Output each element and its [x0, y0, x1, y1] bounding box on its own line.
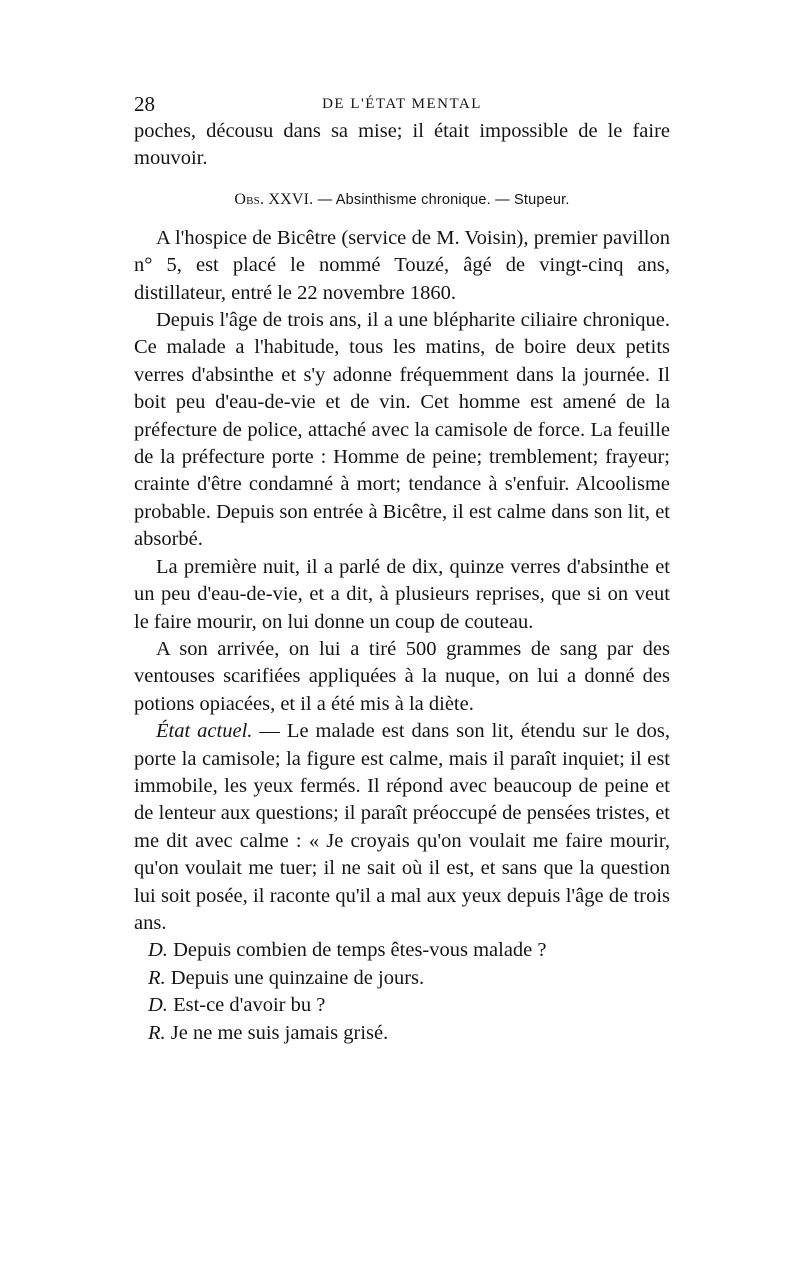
observation-heading — [134, 191, 670, 209]
dialogue-text: Je ne me suis jamais grisé. — [165, 1021, 389, 1044]
paragraph-5-text: — Le malade est dans son lit, étendu sur le dos, porte la camisole; la figure est calme, mais il paraît inquiet; il est immobile, les yeux fermés. Il répond avec beaucoup de peine et de lenteur aux questions; il paraît préoccupé de pensées tristes, et me dit avec calme : « Je croyais qu'on voulait me faire mourir, qu'on voulait me tuer; il ne sait où il est, et sans que la question lui soit posée, il raconte qu'il a mal aux yeux depuis l'âge de trois ans. — [134, 720, 670, 934]
dialogue-line — [134, 965, 670, 992]
observation-label: Obs. XXVI. — [234, 190, 314, 208]
dialogue-speaker: R. — [148, 966, 166, 989]
dialogue-line — [134, 937, 670, 964]
dialogue-line — [134, 992, 670, 1019]
paragraph-1: A l'hospice de Bicêtre (service de M. Voisin), premier pavillon n° 5, est placé le nommé Touzé, âgé de vingt-cinq ans, distillateur, entré le 22 novembre 1860. — [134, 226, 670, 304]
dialogue-speaker: R. — [148, 1021, 166, 1044]
dialogue-text: Est-ce d'avoir bu ? — [167, 994, 326, 1017]
paragraph-2: Depuis l'âge de trois ans, il a une blépharite ciliaire chronique. Ce malade a l'habitude, tous les matins, de boire deux petits verres d'absinthe et s'y adonne fréquemment dans la journée. Il boit peu d'eau-de-vie et de vin. Cet homme est amené de la préfecture de police, attaché avec la camisole de force. La feuille de la préfecture porte : Homme de peine; tremblement; frayeur; crainte d'être condamné à mort; tendance à s'enfuir. Alcoolisme probable. Depuis son entrée à Bicêtre, il est calme dans son lit, et absorbé. — [134, 309, 670, 551]
page-number: 28 — [134, 92, 155, 116]
section-label-etat-actuel: État actuel. — [156, 720, 253, 743]
paragraph-5 — [134, 718, 670, 937]
body-text — [134, 118, 670, 937]
paragraph-4: A son arrivée, on lui a tiré 500 grammes de sang par des ventouses scarifiées appliquées à la nuque, on lui a donné des potions opiacées, et il a été mis à la diète. — [134, 637, 670, 715]
observation-title: — Absinthisme chronique. — Stupeur. — [317, 191, 570, 208]
dialogue-speaker: D. — [148, 939, 168, 962]
paragraph-3: La première nuit, il a parlé de dix, quinze verres d'absinthe et un peu d'eau-de-vie, et a dit, à plusieurs reprises, que si on veut le faire mourir, on lui donne un coup de couteau. — [134, 555, 670, 633]
continuation-paragraph: poches, décousu dans sa mise; il était impossible de le faire mouvoir. — [134, 120, 670, 170]
running-head — [134, 88, 670, 118]
dialogue-text: Depuis combien de temps êtes-vous malade ? — [167, 939, 547, 962]
running-title: DE L'ÉTAT MENTAL — [322, 96, 482, 112]
book-page — [134, 88, 670, 1047]
dialogue — [134, 937, 670, 1047]
dialogue-text: Depuis une quinzaine de jours. — [165, 966, 425, 989]
dialogue-speaker: D. — [148, 994, 168, 1017]
dialogue-line — [134, 1020, 670, 1047]
